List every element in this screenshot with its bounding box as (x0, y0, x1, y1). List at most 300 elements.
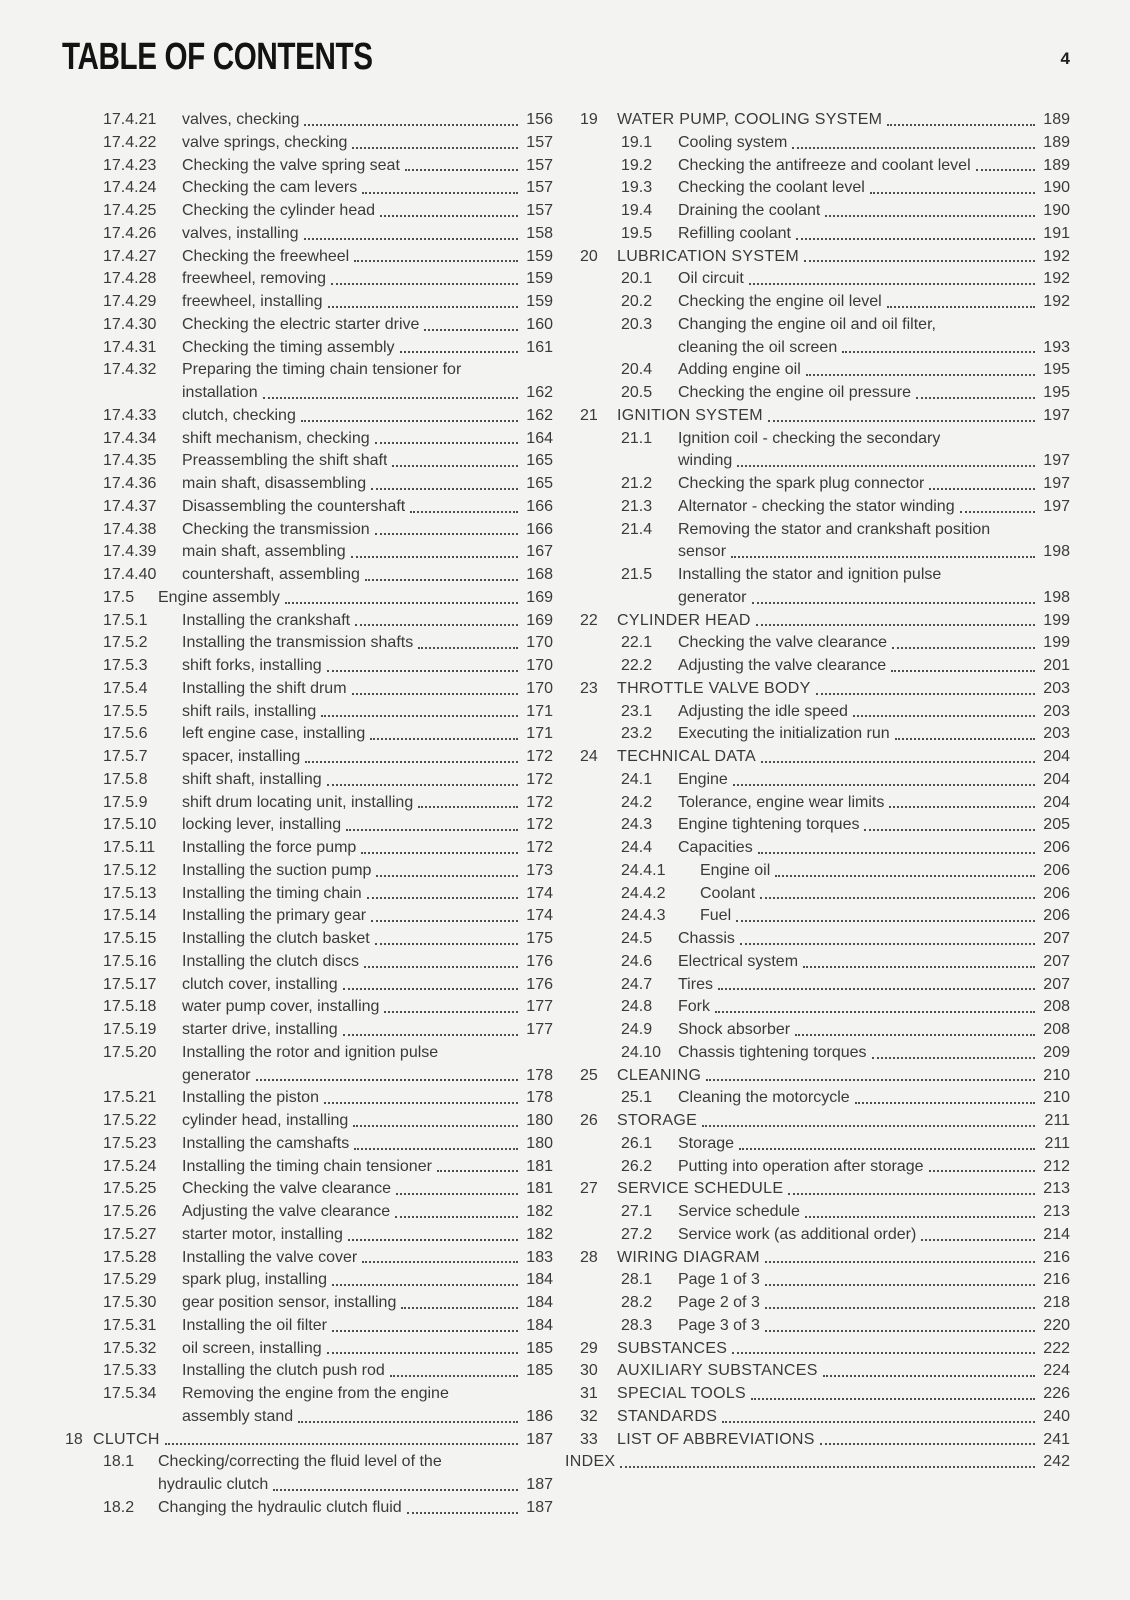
toc-entry-page: 207 (1043, 975, 1070, 993)
toc-leader-dots (332, 1330, 518, 1332)
toc-leader-dots (256, 1079, 519, 1081)
toc-entry-title: Adjusting the valve clearance (678, 657, 887, 674)
toc-entry (565, 632, 1070, 655)
toc-leader-dots (354, 1148, 518, 1150)
toc-entry-page: 183 (526, 1248, 553, 1266)
toc-entry (65, 1338, 553, 1361)
toc-entry (65, 337, 553, 360)
toc-entry-number: 17.5.10 (103, 816, 157, 834)
toc-entry (565, 1247, 1070, 1270)
toc-entry-page: 172 (526, 748, 553, 765)
toc-entry-number: 27 (580, 1180, 598, 1198)
toc-entry (565, 132, 1070, 155)
toc-entry (565, 473, 1070, 496)
toc-entry-number: 24.2 (621, 793, 653, 811)
toc-entry-page: 198 (1043, 543, 1070, 561)
toc-leader-dots (722, 1421, 1035, 1423)
toc-entry-title: Installing the camshafts (182, 1134, 350, 1152)
toc-leader-dots (976, 169, 1035, 171)
toc-entry (565, 1178, 1070, 1201)
toc-entry-page: 174 (526, 884, 553, 902)
toc-entry-number: 24.4.1 (621, 861, 666, 879)
toc-leader-dots (407, 1512, 518, 1514)
toc-entry-title: Checking/correcting the fluid level of the (158, 1453, 442, 1471)
toc-entry-page: 189 (1043, 133, 1070, 151)
toc-entry-title: water pump cover, installing (182, 998, 380, 1016)
toc-entry-title: Checking the cam levers (182, 179, 358, 197)
toc-entry-title: Checking the freewheel (182, 247, 350, 265)
toc-entry-page: 240 (1043, 1407, 1070, 1425)
toc-entry (565, 541, 1070, 564)
toc-entry-number: 17.5.14 (103, 907, 157, 925)
toc-leader-dots (842, 351, 1035, 353)
toc-entry-title: Preparing the timing chain tensioner for (182, 361, 462, 379)
toc-entry-title: LUBRICATION SYSTEM (617, 247, 800, 265)
toc-entry-page: 178 (526, 1089, 553, 1107)
toc-entry (65, 405, 553, 428)
toc-leader-dots (332, 1284, 518, 1286)
toc-entry (565, 587, 1070, 610)
toc-entry-title: Electrical system (678, 952, 799, 970)
toc-entry (565, 428, 1070, 451)
toc-leader-dots (343, 988, 518, 990)
toc-entry-title: Removing the engine from the engine (182, 1385, 449, 1402)
toc-entry (65, 1474, 553, 1497)
toc-entry-number: 17.4.24 (103, 179, 157, 197)
toc-entry (65, 610, 553, 633)
toc-entry (65, 1497, 553, 1520)
toc-entry-number: 17.4.21 (103, 111, 157, 128)
toc-entry-title: generator (678, 588, 747, 606)
toc-entry (65, 1110, 553, 1133)
toc-leader-dots (816, 693, 1035, 695)
toc-entry-title: Checking the transmission (182, 520, 370, 538)
toc-entry (65, 1178, 553, 1201)
toc-entry-title: LIST OF ABBREVIATIONS (617, 1430, 815, 1448)
toc-entry (65, 246, 553, 269)
toc-entry-page: 208 (1043, 998, 1070, 1016)
toc-entry-number: 24.8 (621, 998, 653, 1016)
toc-leader-dots (768, 420, 1035, 422)
toc-entry-number: 26.2 (621, 1157, 653, 1175)
toc-entry-title: Installing the oil filter (182, 1316, 327, 1334)
toc-leader-dots (855, 1102, 1035, 1104)
toc-entry-page: 206 (1043, 839, 1070, 856)
toc-entry (65, 382, 553, 405)
toc-leader-dots (351, 556, 518, 558)
toc-entry (65, 814, 553, 837)
toc-entry-number: 19.2 (621, 156, 653, 174)
toc-entry-title: Checking the antifreeze and coolant level (678, 156, 971, 174)
toc-entry-title: clutch cover, installing (182, 975, 338, 993)
toc-entry-title: Adding engine oil (678, 361, 801, 379)
toc-entry-number: 17.5.27 (103, 1225, 157, 1243)
toc-entry-page: 226 (1043, 1385, 1070, 1402)
toc-entry-page: 157 (526, 133, 553, 151)
toc-leader-dots (765, 1307, 1035, 1309)
toc-entry (65, 1042, 553, 1065)
toc-leader-dots (401, 1307, 518, 1309)
toc-entry-page: 198 (1043, 588, 1070, 606)
toc-entry (565, 1065, 1070, 1088)
toc-entry (565, 746, 1070, 769)
toc-entry-number: 17.4.30 (103, 315, 157, 333)
toc-entry-number: 17.5.3 (103, 657, 148, 674)
toc-entry-title: Checking the valve clearance (678, 634, 888, 652)
toc-entry (565, 268, 1070, 291)
toc-entry-title: Checking the coolant level (678, 179, 865, 197)
toc-entry-page: 207 (1043, 952, 1070, 970)
toc-entry-title: Putting into operation after storage (678, 1157, 924, 1175)
toc-leader-dots (887, 306, 1035, 308)
toc-entry-title: spark plug, installing (182, 1271, 327, 1289)
toc-entry-page: 162 (526, 406, 553, 424)
toc-entry (65, 951, 553, 974)
toc-entry-title: Checking the valve clearance (182, 1180, 392, 1198)
toc-leader-dots (795, 1034, 1035, 1036)
toc-leader-dots (298, 1421, 518, 1423)
toc-entry-number: 17.4.28 (103, 270, 157, 288)
toc-entry-number: 24.4.2 (621, 884, 666, 902)
toc-leader-dots (752, 602, 1036, 604)
toc-leader-dots (301, 420, 518, 422)
toc-entry-title: Executing the initialization run (678, 725, 890, 743)
toc-entry-title: main shaft, disassembling (182, 475, 367, 492)
toc-leader-dots (365, 579, 518, 581)
page-number: 4 (1060, 49, 1070, 68)
toc-leader-dots (805, 1216, 1035, 1218)
toc-entry (565, 678, 1070, 701)
toc-entry-page: 197 (1043, 497, 1070, 515)
toc-leader-dots (375, 533, 518, 535)
toc-leader-dots (887, 124, 1035, 126)
toc-entry-number: 17.4.36 (103, 475, 157, 492)
toc-entry-number: 17.4.27 (103, 247, 157, 265)
toc-entry-title: Installing the clutch discs (182, 952, 359, 970)
toc-entry-number: 20.5 (621, 384, 653, 401)
toc-leader-dots (327, 784, 518, 786)
toc-entry-page: 207 (1043, 930, 1070, 947)
toc-column-left (65, 109, 553, 1520)
toc-leader-dots (870, 192, 1035, 194)
toc-entry-page: 176 (526, 952, 553, 970)
toc-entry (65, 792, 553, 815)
toc-entry-page: 164 (526, 429, 553, 447)
toc-leader-dots (362, 192, 518, 194)
toc-entry (565, 1451, 1070, 1474)
toc-leader-dots (761, 761, 1035, 763)
toc-entry-title: WIRING DIAGRAM (617, 1248, 760, 1266)
toc-entry-number: 18.1 (103, 1453, 135, 1471)
toc-entry-title: Installing the primary gear (182, 907, 367, 925)
toc-leader-dots (396, 1193, 518, 1195)
toc-entry (65, 291, 553, 314)
toc-entry-title: Oil circuit (678, 270, 744, 288)
toc-entry (65, 109, 553, 132)
toc-entry-page: 166 (526, 520, 553, 538)
toc-entry-number: 33 (580, 1430, 598, 1448)
toc-entry-title: Installing the shift drum (182, 679, 347, 697)
toc-entry-number: 32 (580, 1407, 598, 1425)
toc-entry (65, 223, 553, 246)
toc-entry-page: 157 (526, 179, 553, 197)
toc-entry-title: main shaft, assembling (182, 543, 346, 561)
toc-entry-page: 184 (526, 1271, 553, 1289)
toc-leader-dots (864, 829, 1035, 831)
toc-entry-page: 159 (526, 247, 553, 265)
toc-entry-title: Engine (678, 770, 728, 788)
toc-entry-page: 180 (526, 1112, 553, 1129)
toc-entry-title: Adjusting the valve clearance (182, 1203, 391, 1220)
toc-entry-number: 17.5.18 (103, 998, 157, 1016)
toc-entry-number: 21.5 (621, 566, 653, 583)
toc-entry-title: Chassis (678, 930, 735, 947)
toc-entry-title: Cleaning the motorcycle (678, 1089, 850, 1107)
toc-entry-title: Preassembling the shift shaft (182, 452, 388, 470)
toc-entry-number: 24.1 (621, 770, 653, 788)
toc-leader-dots (715, 1011, 1035, 1013)
toc-leader-dots (410, 511, 518, 513)
toc-leader-dots (756, 624, 1035, 626)
toc-entry (65, 883, 553, 906)
toc-entry-title: Checking the cylinder head (182, 202, 376, 219)
toc-entry-title: Engine assembly (158, 588, 280, 606)
toc-entry-number: 19.5 (621, 224, 653, 242)
toc-entry-number: 17.5.7 (103, 748, 148, 765)
toc-entry-number: 17.5.33 (103, 1362, 157, 1380)
toc-entry-page: 199 (1043, 611, 1070, 629)
toc-leader-dots (263, 397, 518, 399)
toc-leader-dots (437, 1170, 518, 1172)
toc-entry-number: 23.2 (621, 725, 653, 743)
toc-leader-dots (737, 465, 1035, 467)
toc-entry-number: 17.4.39 (103, 543, 157, 561)
toc-entry-page: 216 (1043, 1248, 1070, 1266)
toc-entry (65, 701, 553, 724)
toc-entry (565, 450, 1070, 473)
toc-leader-dots (929, 488, 1035, 490)
toc-leader-dots (273, 1489, 518, 1491)
toc-entry-page: 193 (1043, 338, 1070, 356)
toc-entry (65, 905, 553, 928)
toc-entry-title: Installing the suction pump (182, 861, 372, 879)
toc-entry-page: 157 (526, 156, 553, 174)
toc-leader-dots (706, 1079, 1035, 1081)
toc-entry-number: 17.4.22 (103, 133, 157, 151)
toc-entry-number: 21.4 (621, 520, 653, 538)
toc-entry-page: 180 (526, 1134, 553, 1152)
toc-entry-page: 173 (526, 861, 553, 879)
toc-entry-title: Changing the hydraulic clutch fluid (158, 1498, 402, 1516)
toc-entry-title: Installing the crankshaft (182, 611, 351, 629)
toc-leader-dots (872, 1057, 1035, 1059)
toc-entry (565, 314, 1070, 337)
toc-entry (65, 1406, 553, 1429)
toc-entry-title: starter drive, installing (182, 1021, 338, 1038)
toc-entry (565, 860, 1070, 883)
toc-entry-page: 165 (526, 452, 553, 470)
toc-leader-dots (376, 875, 518, 877)
toc-entry (65, 1019, 553, 1042)
toc-entry (65, 564, 553, 587)
toc-entry (65, 587, 553, 610)
toc-entry (565, 792, 1070, 815)
toc-entry-number: 17.4.38 (103, 520, 157, 538)
toc-entry-page: 169 (526, 588, 553, 606)
toc-entry-number: 17.4.37 (103, 497, 157, 515)
toc-leader-dots (739, 1148, 1035, 1150)
toc-entry-page: 172 (526, 839, 553, 856)
toc-entry-title: winding (678, 452, 733, 470)
toc-entry-number: 25.1 (621, 1089, 653, 1107)
toc-entry-page: 204 (1043, 770, 1070, 788)
toc-entry-number: 17.4.40 (103, 566, 157, 583)
toc-entry-number: 17.5.34 (103, 1385, 157, 1402)
toc-entry-number: 24.9 (621, 1021, 653, 1038)
toc-leader-dots (765, 1261, 1035, 1263)
toc-entry-number: 17.5.32 (103, 1339, 157, 1357)
toc-entry (65, 1360, 553, 1383)
toc-entry-title: hydraulic clutch (158, 1476, 269, 1493)
toc-entry-number: 29 (580, 1339, 598, 1357)
toc-entry-title: shift shaft, installing (182, 770, 322, 788)
toc-entry-number: 27.1 (621, 1203, 653, 1220)
toc-entry (65, 155, 553, 178)
toc-entry-title: sensor (678, 543, 727, 561)
toc-entry-title: Storage (678, 1134, 735, 1152)
toc-entry (65, 996, 553, 1019)
toc-entry-number: 22.2 (621, 657, 653, 674)
toc-leader-dots (327, 670, 518, 672)
toc-entry (565, 200, 1070, 223)
toc-entry (565, 155, 1070, 178)
toc-entry-title: shift drum locating unit, installing (182, 793, 414, 811)
toc-entry (65, 1224, 553, 1247)
toc-leader-dots (418, 806, 518, 808)
toc-entry-page: 170 (526, 634, 553, 652)
toc-entry (565, 769, 1070, 792)
toc-entry (65, 450, 553, 473)
toc-entry-number: 24.4.3 (621, 907, 666, 925)
toc-leader-dots (355, 624, 518, 626)
toc-entry-title: clutch, checking (182, 406, 296, 424)
toc-entry (65, 314, 553, 337)
toc-entry-title: Checking the engine oil pressure (678, 384, 912, 401)
toc-leader-dots (331, 283, 518, 285)
toc-entry (565, 883, 1070, 906)
toc-leader-dots (760, 897, 1035, 899)
toc-leader-dots (328, 306, 518, 308)
toc-entry-title: Checking the engine oil level (678, 293, 882, 310)
toc-entry-number: 19 (580, 111, 598, 128)
toc-entry-number: 17.5.22 (103, 1112, 157, 1129)
toc-entry (65, 1429, 553, 1452)
toc-entry-number: 17.5.31 (103, 1316, 157, 1334)
toc-entry (565, 223, 1070, 246)
toc-entry (65, 541, 553, 564)
toc-leader-dots (803, 966, 1035, 968)
toc-entry-page: 156 (526, 111, 553, 128)
toc-entry-title: Installing the piston (182, 1089, 319, 1107)
toc-entry (65, 723, 553, 746)
toc-entry (565, 996, 1070, 1019)
toc-entry-title: Service schedule (678, 1203, 800, 1220)
toc-entry-page: 187 (526, 1476, 553, 1493)
toc-entry-number: 17.5.16 (103, 952, 157, 970)
toc-leader-dots (792, 147, 1035, 149)
toc-entry-number: 17.4.33 (103, 406, 157, 424)
toc-leader-dots (740, 943, 1035, 945)
toc-entry-number: 26.1 (621, 1134, 653, 1152)
toc-entry-number: 17.5.28 (103, 1248, 157, 1266)
toc-leader-dots (853, 715, 1035, 717)
toc-entry-page: 172 (526, 770, 553, 788)
toc-entry-page: 160 (526, 315, 553, 333)
toc-leader-dots (891, 670, 1035, 672)
toc-entry-title: Service work (as additional order) (678, 1225, 917, 1243)
toc-entry-title: CLUTCH (93, 1430, 160, 1448)
toc-leader-dots (375, 943, 518, 945)
toc-entry-title: SUBSTANCES (617, 1339, 728, 1357)
toc-entry-title: IGNITION SYSTEM (617, 406, 763, 424)
toc-entry-title: Changing the engine oil and oil filter, (678, 315, 936, 333)
toc-entry-number: 28.3 (621, 1316, 653, 1334)
toc-entry-title: valve springs, checking (182, 133, 348, 151)
toc-entry-number: 24.4 (621, 839, 653, 856)
toc-entry-title: installation (182, 384, 258, 401)
toc-entry-title: Checking the electric starter drive (182, 315, 420, 333)
toc-entry-page: 159 (526, 270, 553, 288)
toc-leader-dots (405, 169, 518, 171)
toc-entry (565, 655, 1070, 678)
toc-entry (565, 837, 1070, 860)
toc-entry-title: Cooling system (678, 133, 788, 151)
toc-entry-title: gear position sensor, installing (182, 1294, 397, 1311)
toc-entry-title: Chassis tightening torques (678, 1043, 867, 1061)
toc-leader-dots (354, 260, 518, 262)
toc-leader-dots (751, 1398, 1035, 1400)
toc-leader-dots (418, 647, 518, 649)
toc-entry-title: starter motor, installing (182, 1225, 343, 1243)
toc-entry (65, 268, 553, 291)
toc-entry-title: Adjusting the idle speed (678, 702, 848, 720)
toc-entry-page: 185 (526, 1339, 553, 1357)
toc-entry-title: valves, installing (182, 224, 299, 242)
toc-entry (65, 1087, 553, 1110)
toc-entry-number: 20 (580, 247, 598, 265)
toc-entry-number: 17.4.23 (103, 156, 157, 174)
toc-entry-page: 172 (526, 816, 553, 834)
toc-entry-page: 185 (526, 1362, 553, 1380)
toc-entry (65, 632, 553, 655)
toc-entry-number: 24.10 (621, 1043, 662, 1061)
toc-entry-title: Ignition coil - checking the secondary (678, 429, 941, 447)
toc-entry-page: 213 (1043, 1180, 1070, 1198)
toc-entry-page: 189 (1043, 156, 1070, 174)
toc-entry-title: Page 1 of 3 (678, 1271, 760, 1289)
toc-entry-page: 203 (1043, 725, 1070, 743)
toc-entry-title: Engine tightening torques (678, 816, 860, 834)
toc-entry-title: Installing the valve cover (182, 1248, 358, 1266)
toc-entry-number: 20.3 (621, 315, 653, 333)
toc-entry (565, 1110, 1070, 1133)
toc-entry-number: 20.4 (621, 361, 653, 379)
toc-entry (565, 1383, 1070, 1406)
toc-entry-title: STORAGE (617, 1112, 698, 1129)
toc-column-right (565, 109, 1070, 1474)
toc-entry (565, 1360, 1070, 1383)
toc-leader-dots (364, 966, 518, 968)
